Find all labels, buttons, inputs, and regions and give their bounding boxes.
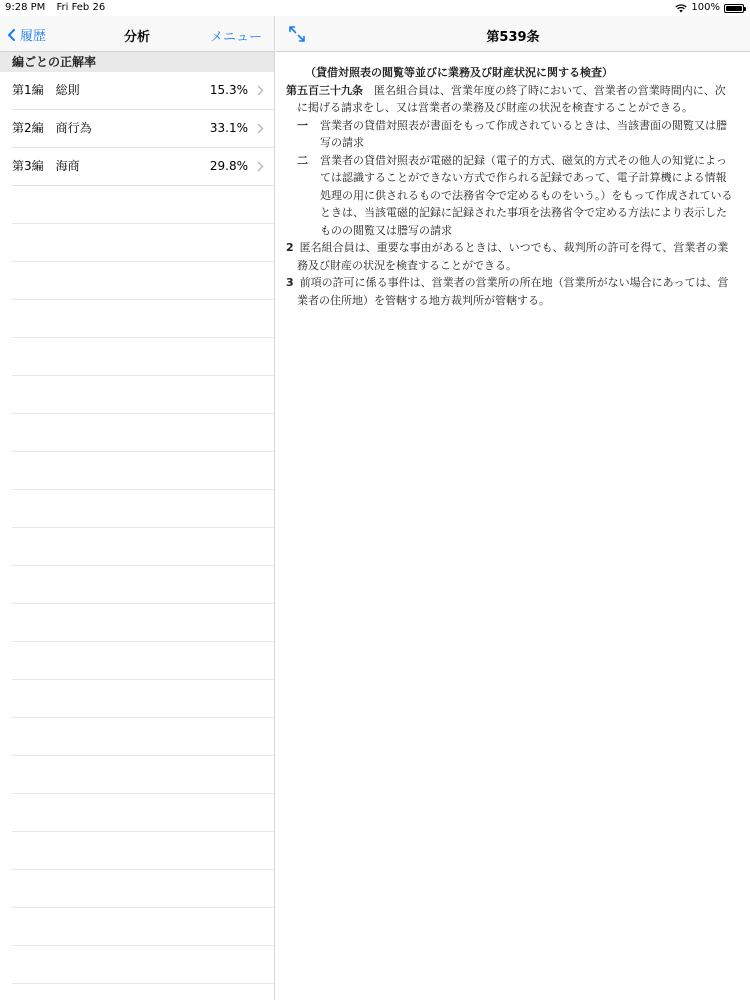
- empty-row: [12, 376, 274, 414]
- empty-row: [12, 718, 274, 756]
- empty-row: [12, 680, 274, 718]
- row-label: 第2編 商行為: [12, 121, 92, 135]
- wifi-icon: [675, 4, 687, 13]
- detail-title: 第539条: [486, 30, 540, 45]
- empty-row: [12, 908, 274, 946]
- empty-row: [12, 832, 274, 870]
- master-title: 分析: [123, 30, 150, 45]
- empty-row: [12, 300, 274, 338]
- item-text: 営業者の貸借対照表が電磁的記録（電子的方式、磁気的方式その他人の知覚によっては認識することができない方式で作られる記録であって、電子計算機による情報処理の用に供されるもので法務省令で定めるものをいう。）をもって作成されているときは、当該電磁的記録に記録された事項を法務省令で定める方法により表示したものの閲覧又は謄写の請求: [320, 153, 733, 237]
- status-time: 9:28 PM: [5, 2, 46, 13]
- status-bar: [0, 0, 750, 16]
- empty-row: [12, 756, 274, 794]
- chevron-right-icon: [257, 85, 264, 96]
- row-label: 第3編 海商: [12, 159, 80, 173]
- master-pane: [0, 16, 275, 1000]
- battery-icon: [724, 4, 744, 13]
- row-value: 15.3%: [209, 83, 248, 97]
- item-number: 二: [297, 153, 308, 167]
- empty-row: [12, 338, 274, 376]
- empty-row: [12, 642, 274, 680]
- row-value: 29.8%: [209, 159, 248, 173]
- list-item[interactable]: [12, 110, 274, 148]
- empty-row: [12, 186, 274, 224]
- status-left: [5, 1, 105, 15]
- row-label: 第1編 総則: [12, 83, 80, 97]
- empty-row: [12, 566, 274, 604]
- master-nav-bar: [0, 16, 274, 52]
- list-item[interactable]: [12, 72, 274, 110]
- status-right: [675, 1, 744, 15]
- row-value: 33.1%: [209, 121, 248, 135]
- item-number: 一: [297, 118, 308, 132]
- empty-row: [12, 414, 274, 452]
- paragraph-number: 3: [286, 276, 294, 289]
- article-item: [286, 152, 736, 240]
- detail-pane: [276, 16, 750, 1000]
- menu-button[interactable]: メニュー: [209, 30, 262, 45]
- battery-percent: 100%: [691, 2, 720, 13]
- paragraph-text: 匿名組合員は、重要な事由があるときは、いつでも、裁判所の許可を得て、営業者の業務及び財産の状況を検査することができる。: [297, 241, 729, 272]
- detail-nav-bar: [276, 16, 750, 52]
- chevron-right-icon: [257, 123, 264, 134]
- empty-row: [12, 528, 274, 566]
- article-paragraph: [286, 239, 736, 274]
- item-text: 営業者の貸借対照表が書面をもって作成されているときは、当該書面の閲覧又は謄写の請求: [320, 118, 727, 149]
- article-item: [286, 117, 736, 152]
- article-body: [286, 64, 736, 309]
- article-paragraph: [286, 274, 736, 309]
- empty-row: [12, 224, 274, 262]
- status-date: Fri Feb 26: [56, 2, 106, 13]
- list-item[interactable]: [12, 148, 274, 186]
- empty-rows: [0, 186, 274, 984]
- empty-row: [12, 262, 274, 300]
- chevron-right-icon: [257, 161, 264, 172]
- article-caption: （貸借対照表の閲覧等並びに業務及び財産状況に関する検査）: [305, 66, 613, 79]
- empty-row: [12, 946, 274, 984]
- empty-row: [12, 452, 274, 490]
- article-number: 第五百三十九条: [286, 83, 363, 97]
- empty-row: [12, 794, 274, 832]
- paragraph-number: 2: [286, 241, 294, 254]
- score-list: [0, 72, 274, 984]
- empty-row: [12, 870, 274, 908]
- back-button-label: 履歴: [20, 29, 47, 44]
- empty-row: [12, 604, 274, 642]
- article-text: 匿名組合員は、営業年度の終了時において、営業者の営業時間内に、次に掲げる請求をし、又は営業者の業務及び財産の状況を検査することができる。: [297, 83, 726, 114]
- paragraph-text: 前項の許可に係る事件は、営業者の営業所の所在地（営業所がない場合にあっては、営業者の住所地）を管轄する地方裁判所が管轄する。: [297, 276, 729, 307]
- article-main-paragraph: [286, 82, 736, 117]
- empty-row: [12, 490, 274, 528]
- battery-fill: [726, 6, 742, 11]
- section-header: 編ごとの正解率: [0, 52, 274, 72]
